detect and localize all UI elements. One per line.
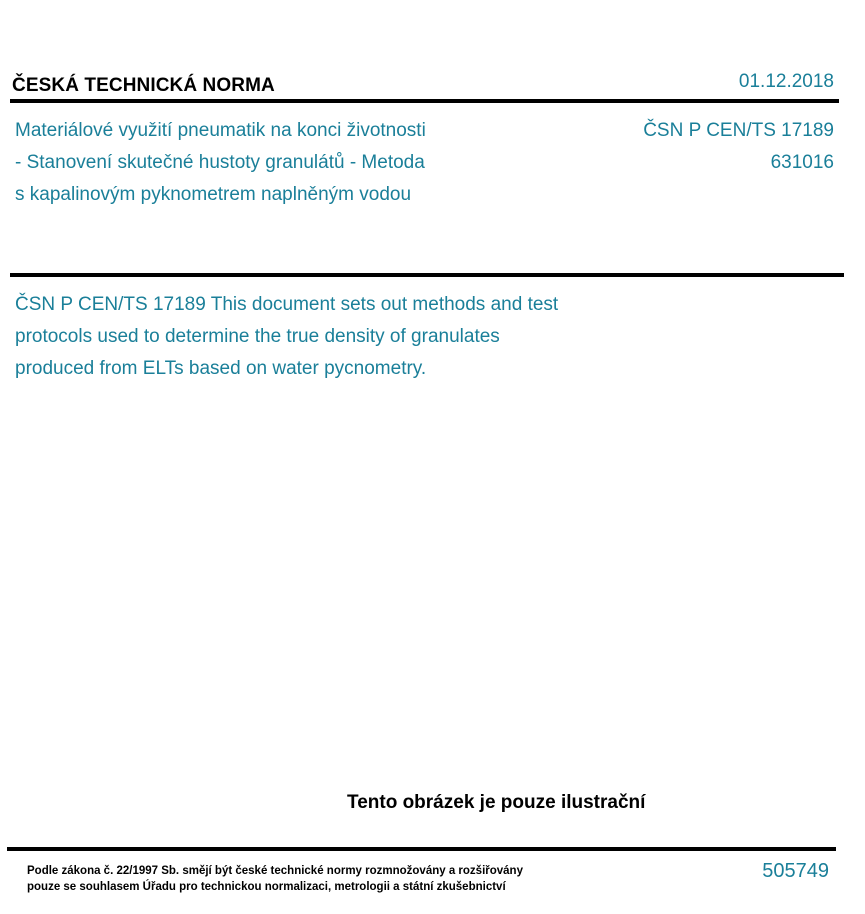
legal-notice-line: pouze se souhlasem Úřadu pro technickou normalizaci, metrologii a státní zkušebnictví: [27, 881, 506, 893]
standard-title-line: - Stanovení skutečné hustoty granulátů - Metoda: [15, 152, 425, 173]
illustration-notice: Tento obrázek je pouze ilustrační: [347, 792, 646, 813]
standard-title-line: s kapalinovým pyknometrem naplněným vodou: [15, 184, 412, 205]
standard-description: [15, 289, 665, 385]
section-divider: [10, 273, 844, 277]
publication-date: 01.12.2018: [738, 71, 834, 92]
footer-divider: [7, 847, 836, 851]
classification-number: 631016: [770, 152, 834, 173]
header-divider: [10, 99, 839, 103]
standard-title-line: Materiálové využití pneumatik na konci životnosti: [15, 120, 426, 141]
document-header-title: ČESKÁ TECHNICKÁ NORMA: [12, 75, 275, 96]
legal-notice-line: Podle zákona č. 22/1997 Sb. smějí být české technické normy rozmnožovány a rozšiřovány: [27, 865, 523, 877]
standard-title: [15, 115, 505, 211]
document-number: 505749: [762, 860, 829, 882]
description-line: protocols used to determine the true density of granulates: [15, 326, 500, 347]
standard-code: ČSN P CEN/TS 17189: [643, 120, 834, 141]
standard-identifiers: [643, 115, 834, 179]
description-line: produced from ELTs based on water pycnometry.: [15, 358, 427, 379]
description-line: ČSN P CEN/TS 17189 This document sets out methods and test: [15, 294, 559, 315]
legal-notice: [27, 863, 523, 895]
